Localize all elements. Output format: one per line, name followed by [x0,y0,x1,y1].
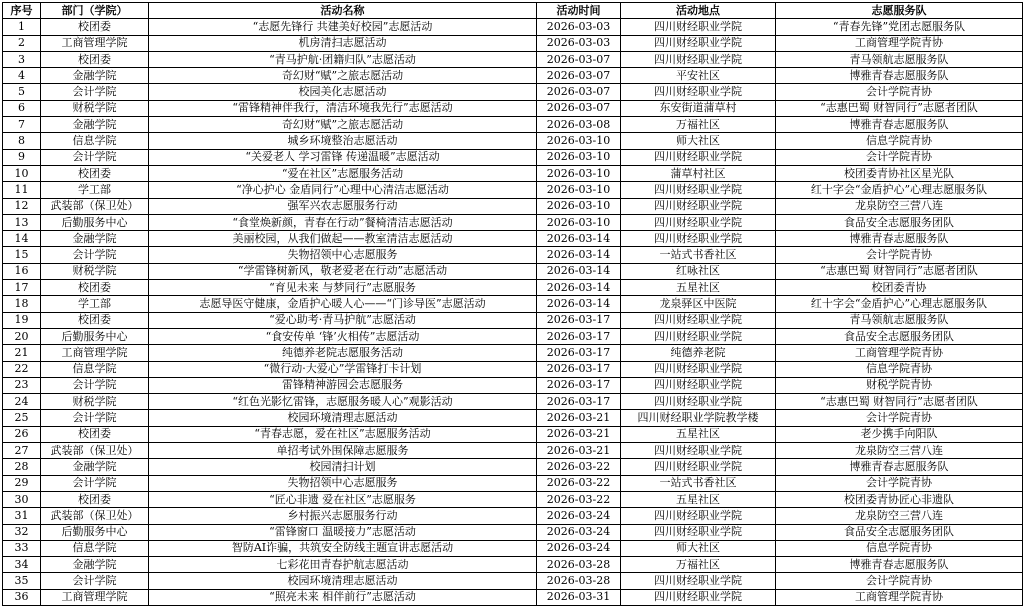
cell-index: 35 [3,573,41,589]
cell-volunteer-team: 博雅青春志愿服务队 [776,117,1023,133]
cell-volunteer-team: 博雅青春志愿服务队 [776,557,1023,573]
cell-activity-name: 纯德养老院志愿服务活动 [149,345,537,361]
cell-activity-date: 2026-03-14 [537,280,621,296]
cell-index: 16 [3,263,41,279]
cell-activity-date: 2026-03-14 [537,247,621,263]
cell-volunteer-team: 会计学院青协 [776,573,1023,589]
cell-activity-date: 2026-03-22 [537,475,621,491]
cell-index: 19 [3,312,41,328]
cell-activity-date: 2026-03-07 [537,100,621,116]
cell-department: 校团委 [41,165,149,181]
cell-activity-name: 美丽校园，从我们做起——教室清洁志愿活动 [149,231,537,247]
table-row [3,377,1023,393]
cell-activity-date: 2026-03-24 [537,508,621,524]
header-activity-date: 活动时间 [537,3,621,19]
cell-department: 工商管理学院 [41,35,149,51]
cell-activity-date: 2026-03-22 [537,491,621,507]
cell-activity-name: “净心护心 金盾同行”心理中心清洁志愿活动 [149,182,537,198]
table-row [3,247,1023,263]
cell-department: 会计学院 [41,410,149,426]
table-row [3,508,1023,524]
cell-activity-location: 蒲草村社区 [621,165,776,181]
cell-department: 财税学院 [41,263,149,279]
table-row [3,410,1023,426]
cell-volunteer-team: 食品安全志愿服务团队 [776,328,1023,344]
cell-activity-date: 2026-03-14 [537,263,621,279]
cell-activity-name: “育见未来 与梦同行”志愿服务 [149,280,537,296]
cell-activity-location: 四川财经职业学院教学楼 [621,410,776,426]
cell-activity-name: “雷锋精神伴我行，清洁环境我先行”志愿活动 [149,100,537,116]
cell-activity-date: 2026-03-07 [537,84,621,100]
cell-department: 信息学院 [41,361,149,377]
cell-activity-location: 纯德养老院 [621,345,776,361]
table-row [3,540,1023,556]
cell-index: 2 [3,35,41,51]
cell-department: 工商管理学院 [41,589,149,605]
cell-department: 财税学院 [41,100,149,116]
cell-activity-date: 2026-03-17 [537,394,621,410]
cell-activity-name: “食堂焕新颜，青春在行动”餐椅清洁志愿活动 [149,214,537,230]
table-row [3,149,1023,165]
cell-activity-location: 四川财经职业学院 [621,573,776,589]
header-department: 部门（学院） [41,3,149,19]
cell-department: 会计学院 [41,573,149,589]
cell-index: 6 [3,100,41,116]
cell-activity-location: 五星社区 [621,426,776,442]
cell-activity-location: 四川财经职业学院 [621,214,776,230]
cell-volunteer-team: 信息学院青协 [776,540,1023,556]
cell-department: 学工部 [41,182,149,198]
cell-department: 学工部 [41,296,149,312]
header-activity-location: 活动地点 [621,3,776,19]
cell-index: 25 [3,410,41,426]
cell-activity-location: 万福社区 [621,117,776,133]
cell-activity-date: 2026-03-21 [537,443,621,459]
cell-activity-date: 2026-03-28 [537,573,621,589]
cell-volunteer-team: 信息学院青协 [776,133,1023,149]
cell-activity-date: 2026-03-31 [537,589,621,605]
cell-activity-date: 2026-03-22 [537,459,621,475]
cell-volunteer-team: 食品安全志愿服务团队 [776,214,1023,230]
header-volunteer-team: 志愿服务队 [776,3,1023,19]
cell-volunteer-team: 青马领航志愿服务队 [776,51,1023,67]
table-row [3,361,1023,377]
cell-activity-location: 四川财经职业学院 [621,312,776,328]
table-row [3,165,1023,181]
cell-department: 校团委 [41,426,149,442]
cell-activity-location: 四川财经职业学院 [621,361,776,377]
cell-activity-location: 万福社区 [621,557,776,573]
cell-index: 4 [3,68,41,84]
cell-volunteer-team: 博雅青春志愿服务队 [776,231,1023,247]
cell-activity-name: 校园环境清理志愿活动 [149,573,537,589]
cell-activity-location: 四川财经职业学院 [621,149,776,165]
cell-volunteer-team: “青春先锋”党团志愿服务队 [776,19,1023,35]
cell-volunteer-team: 工商管理学院青协 [776,589,1023,605]
cell-volunteer-team: 校团委青协社区星光队 [776,165,1023,181]
cell-activity-date: 2026-03-03 [537,19,621,35]
table-row [3,475,1023,491]
cell-activity-name: “匠心非遗 爱在社区”志愿服务 [149,491,537,507]
table-row [3,491,1023,507]
cell-index: 31 [3,508,41,524]
cell-activity-date: 2026-03-07 [537,51,621,67]
cell-index: 5 [3,84,41,100]
table-row [3,133,1023,149]
cell-activity-date: 2026-03-14 [537,231,621,247]
cell-index: 10 [3,165,41,181]
cell-activity-date: 2026-03-10 [537,214,621,230]
cell-activity-location: 四川财经职业学院 [621,443,776,459]
cell-volunteer-team: 会计学院青协 [776,410,1023,426]
cell-activity-location: 四川财经职业学院 [621,19,776,35]
cell-activity-date: 2026-03-28 [537,557,621,573]
cell-index: 20 [3,328,41,344]
cell-activity-name: 城乡环境整治志愿活动 [149,133,537,149]
cell-volunteer-team: 校团委青协匠心非遗队 [776,491,1023,507]
cell-activity-name: “红色光影忆雷锋，志愿服务暖人心”观影活动 [149,394,537,410]
cell-activity-location: 四川财经职业学院 [621,182,776,198]
table-row [3,51,1023,67]
cell-activity-date: 2026-03-17 [537,377,621,393]
table-row [3,19,1023,35]
cell-activity-date: 2026-03-03 [537,35,621,51]
cell-activity-name: “青马护航·团籍归队”志愿活动 [149,51,537,67]
cell-volunteer-team: 食品安全志愿服务团队 [776,524,1023,540]
cell-volunteer-team: 校团委青协 [776,280,1023,296]
cell-volunteer-team: 会计学院青协 [776,247,1023,263]
cell-index: 11 [3,182,41,198]
header-index: 序号 [3,3,41,19]
cell-activity-name: 校园环境清理志愿活动 [149,410,537,426]
cell-activity-name: 机房清扫志愿活动 [149,35,537,51]
cell-activity-name: “青春志愿，爱在社区”志愿服务活动 [149,426,537,442]
table-row [3,214,1023,230]
cell-department: 武装部（保卫处） [41,198,149,214]
cell-activity-location: 师大社区 [621,133,776,149]
cell-activity-name: 雷锋精神游园会志愿服务 [149,377,537,393]
cell-activity-location: 师大社区 [621,540,776,556]
cell-department: 金融学院 [41,68,149,84]
cell-volunteer-team: 龙泉防空三营八连 [776,198,1023,214]
cell-department: 会计学院 [41,475,149,491]
table-row [3,557,1023,573]
cell-activity-location: 四川财经职业学院 [621,231,776,247]
cell-activity-location: 东安街道蒲草村 [621,100,776,116]
cell-activity-location: 四川财经职业学院 [621,51,776,67]
cell-activity-date: 2026-03-10 [537,133,621,149]
cell-activity-name: 强军兴农志愿服务行动 [149,198,537,214]
cell-activity-name: 奇幻财“赋”之旅志愿活动 [149,117,537,133]
cell-volunteer-team: 龙泉防空三营八连 [776,508,1023,524]
cell-activity-name: “爱在社区”志愿服务活动 [149,165,537,181]
table-row [3,312,1023,328]
cell-department: 会计学院 [41,84,149,100]
table-row [3,459,1023,475]
cell-department: 财税学院 [41,394,149,410]
table-row [3,182,1023,198]
cell-activity-name: “志愿先锋行 共建美好校园”志愿活动 [149,19,537,35]
cell-activity-date: 2026-03-10 [537,149,621,165]
cell-volunteer-team: 工商管理学院青协 [776,345,1023,361]
cell-volunteer-team: 博雅青春志愿服务队 [776,459,1023,475]
cell-activity-name: 乡村振兴志愿服务行动 [149,508,537,524]
cell-index: 9 [3,149,41,165]
cell-activity-date: 2026-03-24 [537,524,621,540]
table-row [3,589,1023,605]
cell-index: 3 [3,51,41,67]
cell-volunteer-team: 会计学院青协 [776,84,1023,100]
table-row [3,84,1023,100]
cell-department: 工商管理学院 [41,345,149,361]
table-row [3,263,1023,279]
cell-activity-date: 2026-03-07 [537,68,621,84]
cell-department: 武装部（保卫处） [41,443,149,459]
cell-volunteer-team: 龙泉防空三营八连 [776,443,1023,459]
cell-department: 金融学院 [41,459,149,475]
cell-volunteer-team: 信息学院青协 [776,361,1023,377]
cell-department: 后勤服务中心 [41,328,149,344]
cell-department: 会计学院 [41,149,149,165]
cell-volunteer-team: “志惠巴蜀 财智同行”志愿者团队 [776,263,1023,279]
table-row [3,443,1023,459]
cell-activity-location: 四川财经职业学院 [621,35,776,51]
cell-activity-location: 一站式书香社区 [621,475,776,491]
cell-index: 21 [3,345,41,361]
cell-activity-date: 2026-03-14 [537,296,621,312]
cell-activity-location: 平安社区 [621,68,776,84]
cell-activity-name: 失物招领中心志愿服务 [149,475,537,491]
cell-department: 信息学院 [41,540,149,556]
cell-activity-location: 四川财经职业学院 [621,328,776,344]
table-row [3,345,1023,361]
cell-volunteer-team: 青马领航志愿服务队 [776,312,1023,328]
cell-volunteer-team: 工商管理学院青协 [776,35,1023,51]
table-row [3,328,1023,344]
cell-index: 13 [3,214,41,230]
cell-activity-date: 2026-03-21 [537,410,621,426]
cell-index: 26 [3,426,41,442]
cell-index: 17 [3,280,41,296]
cell-department: 金融学院 [41,117,149,133]
cell-activity-location: 四川财经职业学院 [621,508,776,524]
cell-activity-name: “学雷锋树新风，敬老爱老在行动”志愿活动 [149,263,537,279]
cell-activity-date: 2026-03-17 [537,345,621,361]
cell-volunteer-team: “志惠巴蜀 财智同行”志愿者团队 [776,100,1023,116]
cell-index: 33 [3,540,41,556]
table-row [3,394,1023,410]
cell-department: 武装部（保卫处） [41,508,149,524]
cell-activity-date: 2026-03-21 [537,426,621,442]
cell-index: 12 [3,198,41,214]
cell-activity-location: 四川财经职业学院 [621,589,776,605]
cell-department: 金融学院 [41,231,149,247]
volunteer-activity-table [2,2,1023,606]
cell-index: 32 [3,524,41,540]
table-row [3,426,1023,442]
cell-activity-location: 四川财经职业学院 [621,198,776,214]
cell-activity-date: 2026-03-10 [537,182,621,198]
cell-activity-name: “微行动·大爱心”学雷锋打卡计划 [149,361,537,377]
cell-activity-location: 四川财经职业学院 [621,459,776,475]
cell-activity-name: 校园美化志愿活动 [149,84,537,100]
cell-index: 14 [3,231,41,247]
cell-activity-name: 校园清扫计划 [149,459,537,475]
cell-activity-location: 龙泉驿区中医院 [621,296,776,312]
cell-department: 校团委 [41,491,149,507]
table-row [3,231,1023,247]
table-row [3,280,1023,296]
table-row [3,198,1023,214]
cell-activity-name: “雷锋窗口 温暖接力”志愿活动 [149,524,537,540]
cell-department: 会计学院 [41,377,149,393]
cell-activity-name: 智防AI诈骗，共筑安全防线主题宣讲志愿活动 [149,540,537,556]
cell-activity-date: 2026-03-08 [537,117,621,133]
cell-activity-name: “关爱老人 学习雷锋 传递温暖”志愿活动 [149,149,537,165]
cell-activity-location: 五星社区 [621,491,776,507]
cell-activity-location: 四川财经职业学院 [621,394,776,410]
table-body [3,19,1023,606]
table-row [3,524,1023,540]
cell-activity-date: 2026-03-17 [537,312,621,328]
cell-activity-location: 一站式书香社区 [621,247,776,263]
cell-activity-name: “照亮未来 相伴前行”志愿活动 [149,589,537,605]
cell-department: 会计学院 [41,247,149,263]
table-row [3,35,1023,51]
table-header-row [3,3,1023,19]
cell-index: 22 [3,361,41,377]
cell-index: 8 [3,133,41,149]
table-row [3,68,1023,84]
cell-department: 金融学院 [41,557,149,573]
cell-activity-location: 四川财经职业学院 [621,524,776,540]
table-row [3,117,1023,133]
cell-department: 校团委 [41,280,149,296]
cell-index: 27 [3,443,41,459]
cell-volunteer-team: 会计学院青协 [776,149,1023,165]
cell-department: 校团委 [41,19,149,35]
cell-index: 29 [3,475,41,491]
cell-department: 校团委 [41,51,149,67]
cell-department: 后勤服务中心 [41,214,149,230]
cell-activity-name: “食安传单 ‘锋’火相传”志愿活动 [149,328,537,344]
cell-activity-name: 志愿导医守健康，金盾护心暖人心——“门诊导医”志愿活动 [149,296,537,312]
cell-volunteer-team: 财税学院青协 [776,377,1023,393]
cell-volunteer-team: 红十字会“金盾护心”心理志愿服务队 [776,296,1023,312]
cell-activity-date: 2026-03-10 [537,165,621,181]
cell-activity-date: 2026-03-10 [537,198,621,214]
cell-activity-date: 2026-03-17 [537,328,621,344]
cell-index: 18 [3,296,41,312]
cell-activity-name: 单招考试外围保障志愿服务 [149,443,537,459]
cell-index: 15 [3,247,41,263]
table-row [3,296,1023,312]
cell-volunteer-team: 博雅青春志愿服务队 [776,68,1023,84]
cell-activity-name: “爱心助考·青马护航”志愿活动 [149,312,537,328]
cell-index: 30 [3,491,41,507]
cell-index: 36 [3,589,41,605]
cell-index: 7 [3,117,41,133]
cell-index: 23 [3,377,41,393]
cell-activity-name: 奇幻财“赋”之旅志愿活动 [149,68,537,84]
cell-activity-date: 2026-03-24 [537,540,621,556]
cell-volunteer-team: 红十字会“金盾护心”心理志愿服务队 [776,182,1023,198]
cell-department: 信息学院 [41,133,149,149]
cell-department: 校团委 [41,312,149,328]
cell-activity-date: 2026-03-17 [537,361,621,377]
cell-volunteer-team: 老少携手向阳队 [776,426,1023,442]
table-row [3,100,1023,116]
cell-index: 34 [3,557,41,573]
cell-index: 1 [3,19,41,35]
table-row [3,573,1023,589]
cell-activity-location: 五星社区 [621,280,776,296]
cell-volunteer-team: “志惠巴蜀 财智同行”志愿者团队 [776,394,1023,410]
cell-activity-location: 四川财经职业学院 [621,377,776,393]
cell-volunteer-team: 会计学院青协 [776,475,1023,491]
cell-activity-name: 七彩花田青春护航志愿活动 [149,557,537,573]
cell-activity-name: 失物招领中心志愿服务 [149,247,537,263]
header-activity-name: 活动名称 [149,3,537,19]
cell-index: 24 [3,394,41,410]
cell-department: 后勤服务中心 [41,524,149,540]
cell-activity-location: 四川财经职业学院 [621,84,776,100]
cell-index: 28 [3,459,41,475]
cell-activity-location: 红咏社区 [621,263,776,279]
